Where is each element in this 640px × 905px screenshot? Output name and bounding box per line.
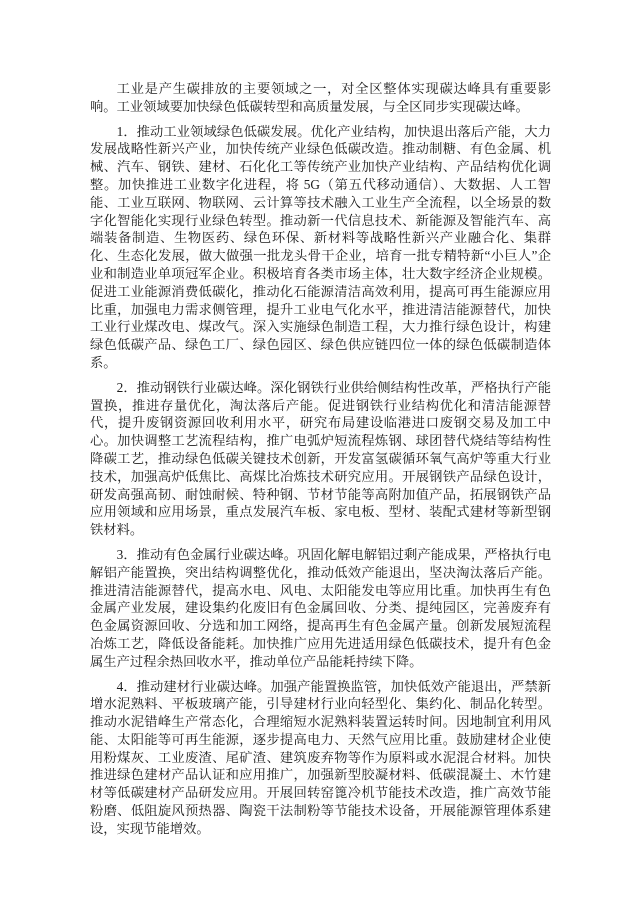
paragraph-intro: 工业是产生碳排放的主要领域之一，对全区整体实现碳达峰具有重要影响。工业领域要加快绿色低碳转型和高质量发展，与全区同步实现碳达峰。 [90, 81, 551, 114]
paragraph-item-3-nonferrous-metal-carbon-peak: 3．推动有色金属行业碳达峰。巩固化解电解铝过剩产能成果，严格执行电解铝产能置换，突出结构调整优化，推动低效产能退出，坚决淘汰落后产能。推进清洁能源替代，提高水电、风电、太阳能发电等应用比重。加快再生有色金属产业发展，建设集约化废旧有色金属回收、分类、提纯园区，完善废弃有色金属资源回收、分选和加工网络，提高再生有色金属产量。创新发展短流程冶炼工艺，降低设备能耗。加快推广应用先进适用绿色低碳技术，提升有色金属生产过程余热回收水平，推动单位产品能耗持续下降。 [90, 546, 551, 669]
paragraph-item-2-steel-carbon-peak: 2．推动钢铁行业碳达峰。深化钢铁行业供给侧结构性改革，严格执行产能置换，推进存量优化，淘汰落后产能。促进钢铁行业结构优化和清洁能源替代，提升废钢资源回收利用水平，研究布局建设临港进口废钢交易及加工中心。加快调整工艺流程结构，推广电弧炉短流程炼钢、球团替代烧结等结构性降碳工艺，推动绿色低碳关键技术创新，开发富氢碳循环氧气高炉等重大行业技术，加强高炉低焦比、高煤比冶炼技术研究应用。开展钢铁产品绿色设计，研发高强高韧、耐蚀耐候、特种钢、节材节能等高附加值产品，拓展钢铁产品应用领域和应用场景，重点发展汽车板、家电板、型材、装配式建材等新型钢铁材料。 [90, 379, 551, 538]
document-text-block [90, 80, 551, 838]
paragraph-item-4-building-materials-carbon-peak: 4．推动建材行业碳达峰。加强产能置换监管，加快低效产能退出，严禁新增水泥熟料、平板玻璃产能，引导建材行业向轻型化、集约化、制品化转型。推动水泥错峰生产常态化，合理缩短水泥熟料装置运转时间。因地制宜利用风能、太阳能等可再生能源，逐步提高电力、天然气应用比重。鼓励建材企业使用粉煤灰、工业废渣、尾矿渣、建筑废弃物等作为原料或水泥混合材料。加快推进绿色建材产品认证和应用推广，加强新型胶凝材料、低碳混凝土、木竹建材等低碳建材产品研发应用。开展回转窑篦冷机节能技术改造，推广高效节能粉磨、低阻旋风预热器、陶瓷干法制粉等节能技术设备，开展能源管理体系建设，实现节能增效。 [90, 678, 551, 836]
paragraph-item-1-industry-green-development: 1．推动工业领域绿色低碳发展。优化产业结构，加快退出落后产能，大力发展战略性新兴产业，加快传统产业绿色低碳改造。推动制糖、有色金属、机械、汽车、钢铁、建材、石化化工等传统产业加快产业结构、产品结构优化调整。加快推进工业数字化进程，将 5G（第五代移动通信）、大数据、人工智能、工业互联网、物联网、云计算等技术融入工业生产全流程，以全场景的数字化智能化实现行业绿色转型。推动新一代信息技术、新能源及智能汽车、高端装备制造、生物医药、绿色环保、新材料等战略性新兴产业融合化、集群化、生态化发展，做大做强一批龙头骨干企业，培育一批专精特新“小巨人”企业和制造业单项冠军企业。积极培育各类市场主体，壮大数字经济企业规模。促进工业能源消费低碳化，推动化石能源清洁高效利用，提高可再生能源应用比重，加强电力需求侧管理，提升工业电气化水平，推进清洁能源替代，加快工业行业煤改电、煤改气。深入实施绿色制造工程，大力推行绿色设计，构建绿色低碳产品、绿色工厂、绿色园区、绿色供应链四位一体的绿色低碳制造体系。 [90, 123, 551, 370]
